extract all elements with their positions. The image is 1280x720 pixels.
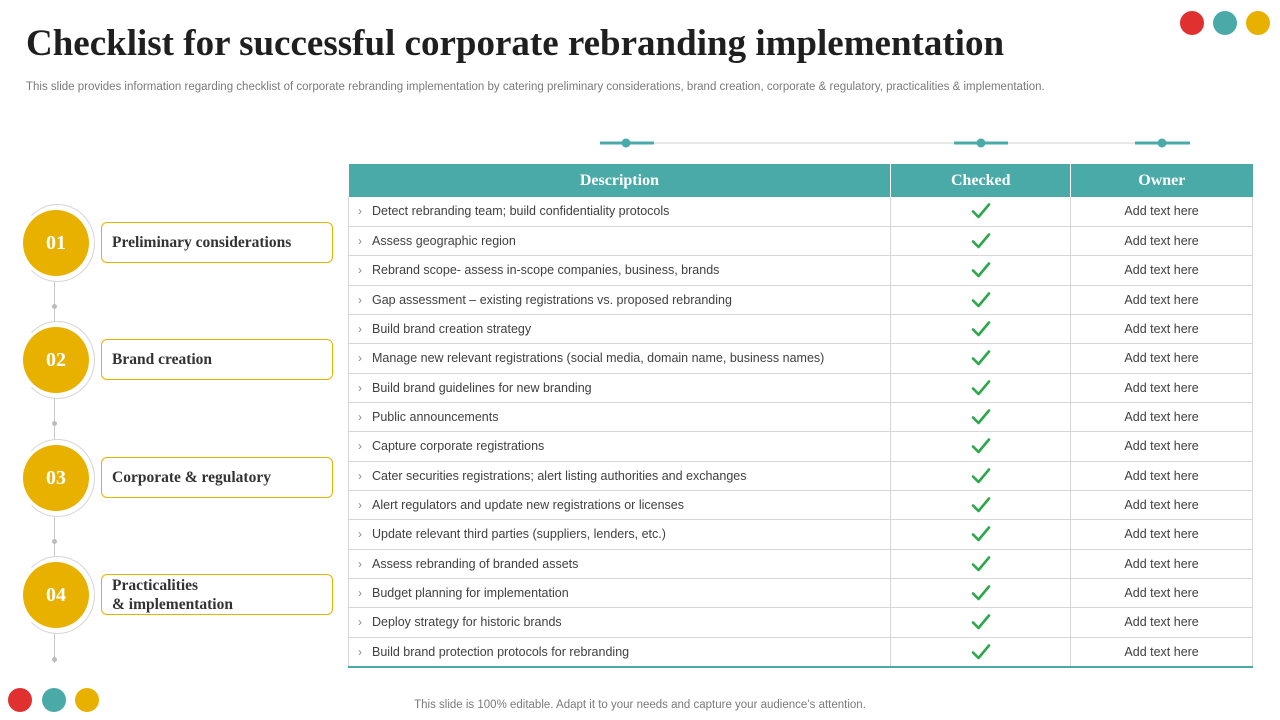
row-description: Build brand guidelines for new branding <box>372 380 592 395</box>
connector-line-decoration <box>600 138 1190 148</box>
row-description: Update relevant third parties (suppliers, lenders, etc.) <box>372 527 666 542</box>
chevron-right-icon: › <box>358 263 362 278</box>
row-checked-cell <box>891 197 1071 226</box>
row-description-cell <box>349 373 891 402</box>
page-title: Checklist for successful corporate rebranding implementation <box>26 23 1005 64</box>
table-row <box>349 373 1253 402</box>
row-description: Alert regulators and update new registrations or licenses <box>372 498 684 513</box>
row-description-cell <box>349 226 891 255</box>
table-row <box>349 490 1253 519</box>
row-checked-cell <box>891 344 1071 373</box>
row-description-cell <box>349 608 891 637</box>
table-row <box>349 197 1253 226</box>
row-checked-cell <box>891 314 1071 343</box>
table-row <box>349 461 1253 490</box>
table-row <box>349 432 1253 461</box>
row-owner[interactable]: Add text here <box>1071 285 1253 314</box>
chevron-right-icon: › <box>358 586 362 601</box>
row-checked-cell <box>891 226 1071 255</box>
row-description-cell <box>349 490 891 519</box>
row-description: Gap assessment – existing registrations vs. proposed rebranding <box>372 292 732 307</box>
check-icon <box>971 321 991 335</box>
chevron-right-icon: › <box>358 468 362 483</box>
row-checked-cell <box>891 256 1071 285</box>
chevron-right-icon: › <box>358 527 362 542</box>
row-owner[interactable]: Add text here <box>1071 402 1253 431</box>
step-label: Corporate & regulatory <box>101 457 333 498</box>
row-owner[interactable]: Add text here <box>1071 608 1253 637</box>
table-row <box>349 549 1253 578</box>
row-owner[interactable]: Add text here <box>1071 578 1253 607</box>
row-description: Deploy strategy for historic brands <box>372 615 562 630</box>
row-description: Build brand creation strategy <box>372 322 532 337</box>
step-04 <box>20 560 340 630</box>
row-description-cell <box>349 402 891 431</box>
step-number-badge: 03 <box>23 445 89 511</box>
check-icon <box>971 585 991 599</box>
row-description: Assess rebranding of branded assets <box>372 556 579 571</box>
row-description-cell <box>349 197 891 226</box>
row-checked-cell <box>891 578 1071 607</box>
step-number-badge: 04 <box>23 562 89 628</box>
step-list <box>20 205 340 675</box>
chevron-right-icon: › <box>358 292 362 307</box>
row-description: Cater securities registrations; alert listing authorities and exchanges <box>372 468 747 483</box>
table-row <box>349 520 1253 549</box>
table-header-row <box>349 164 1253 197</box>
chevron-right-icon: › <box>358 234 362 249</box>
check-icon <box>971 380 991 394</box>
footer-note: This slide is 100% editable. Adapt it to your needs and capture your audience’s attention. <box>414 699 866 711</box>
step-label: Practicalities & implementation <box>101 574 333 615</box>
row-description-cell <box>349 549 891 578</box>
check-icon <box>971 527 991 541</box>
table-row <box>349 314 1253 343</box>
check-icon <box>971 233 991 247</box>
row-description-cell <box>349 461 891 490</box>
table-row <box>349 578 1253 607</box>
check-icon <box>971 497 991 511</box>
chevron-right-icon: › <box>358 644 362 659</box>
header-checked: Checked <box>891 164 1071 197</box>
row-description-cell <box>349 314 891 343</box>
row-checked-cell <box>891 373 1071 402</box>
table-row <box>349 256 1253 285</box>
page-subtitle: This slide provides information regarding checklist of corporate rebranding implementation by catering preliminary considerations, brand creation, corporate & regulatory, practicalities & implementation. <box>26 81 1045 93</box>
table-row <box>349 226 1253 255</box>
chevron-right-icon: › <box>358 351 362 366</box>
row-description-cell <box>349 578 891 607</box>
row-description: Rebrand scope- assess in-scope companies, business, brands <box>372 263 720 278</box>
row-description-cell <box>349 285 891 314</box>
yellow-dot-decoration <box>1246 11 1270 35</box>
timeline-dot <box>52 539 57 544</box>
step-03 <box>20 443 340 513</box>
row-checked-cell <box>891 285 1071 314</box>
row-owner[interactable]: Add text here <box>1071 520 1253 549</box>
row-owner[interactable]: Add text here <box>1071 490 1253 519</box>
chevron-right-icon: › <box>358 204 362 219</box>
row-description: Budget planning for implementation <box>372 586 569 601</box>
check-icon <box>971 439 991 453</box>
row-description-cell <box>349 637 891 666</box>
table-row <box>349 608 1253 637</box>
row-checked-cell <box>891 637 1071 666</box>
check-icon <box>971 263 991 277</box>
header-owner: Owner <box>1071 164 1253 197</box>
row-owner[interactable]: Add text here <box>1071 314 1253 343</box>
row-checked-cell <box>891 402 1071 431</box>
table-body <box>349 197 1253 667</box>
row-checked-cell <box>891 520 1071 549</box>
step-02 <box>20 325 340 395</box>
table-row <box>349 637 1253 666</box>
timeline-dot <box>52 304 57 309</box>
check-icon <box>971 292 991 306</box>
step-label: Brand creation <box>101 339 333 380</box>
row-owner[interactable]: Add text here <box>1071 197 1253 226</box>
row-description: Assess geographic region <box>372 234 516 249</box>
row-owner[interactable]: Add text here <box>1071 256 1253 285</box>
chevron-right-icon: › <box>358 410 362 425</box>
check-icon <box>971 556 991 570</box>
row-checked-cell <box>891 608 1071 637</box>
row-checked-cell <box>891 461 1071 490</box>
chevron-right-icon: › <box>358 380 362 395</box>
row-description-cell <box>349 344 891 373</box>
step-number-badge: 01 <box>23 210 89 276</box>
table-row <box>349 344 1253 373</box>
row-checked-cell <box>891 549 1071 578</box>
timeline-dot <box>52 657 57 662</box>
row-checked-cell <box>891 432 1071 461</box>
row-owner[interactable]: Add text here <box>1071 637 1253 666</box>
row-owner[interactable]: Add text here <box>1071 432 1253 461</box>
step-number-badge: 02 <box>23 327 89 393</box>
row-description: Manage new relevant registrations (social media, domain name, business names) <box>372 351 825 366</box>
row-description: Detect rebranding team; build confidentiality protocols <box>372 204 670 219</box>
table-row <box>349 402 1253 431</box>
row-description: Build brand protection protocols for rebranding <box>372 644 630 659</box>
red-dot-decoration <box>1180 11 1204 35</box>
check-icon <box>971 615 991 629</box>
row-description: Capture corporate registrations <box>372 439 545 454</box>
check-icon <box>971 351 991 365</box>
teal-dot-decoration <box>1213 11 1237 35</box>
timeline-dot <box>52 421 57 426</box>
row-owner[interactable]: Add text here <box>1071 344 1253 373</box>
chevron-right-icon: › <box>358 322 362 337</box>
chevron-right-icon: › <box>358 498 362 513</box>
step-label: Preliminary considerations <box>101 222 333 263</box>
row-description-cell <box>349 432 891 461</box>
header-description: Description <box>349 164 891 197</box>
check-icon <box>971 468 991 482</box>
row-checked-cell <box>891 490 1071 519</box>
chevron-right-icon: › <box>358 556 362 571</box>
chevron-right-icon: › <box>358 439 362 454</box>
row-description-cell <box>349 256 891 285</box>
row-owner[interactable]: Add text here <box>1071 226 1253 255</box>
step-01 <box>20 208 340 278</box>
chevron-right-icon: › <box>358 615 362 630</box>
check-icon <box>971 409 991 423</box>
check-icon <box>971 644 991 658</box>
check-icon <box>971 204 991 218</box>
table-row <box>349 285 1253 314</box>
row-description: Public announcements <box>372 410 499 425</box>
row-description-cell <box>349 520 891 549</box>
row-owner[interactable]: Add text here <box>1071 373 1253 402</box>
checklist-table <box>348 164 1253 668</box>
row-owner[interactable]: Add text here <box>1071 461 1253 490</box>
row-owner[interactable]: Add text here <box>1071 549 1253 578</box>
